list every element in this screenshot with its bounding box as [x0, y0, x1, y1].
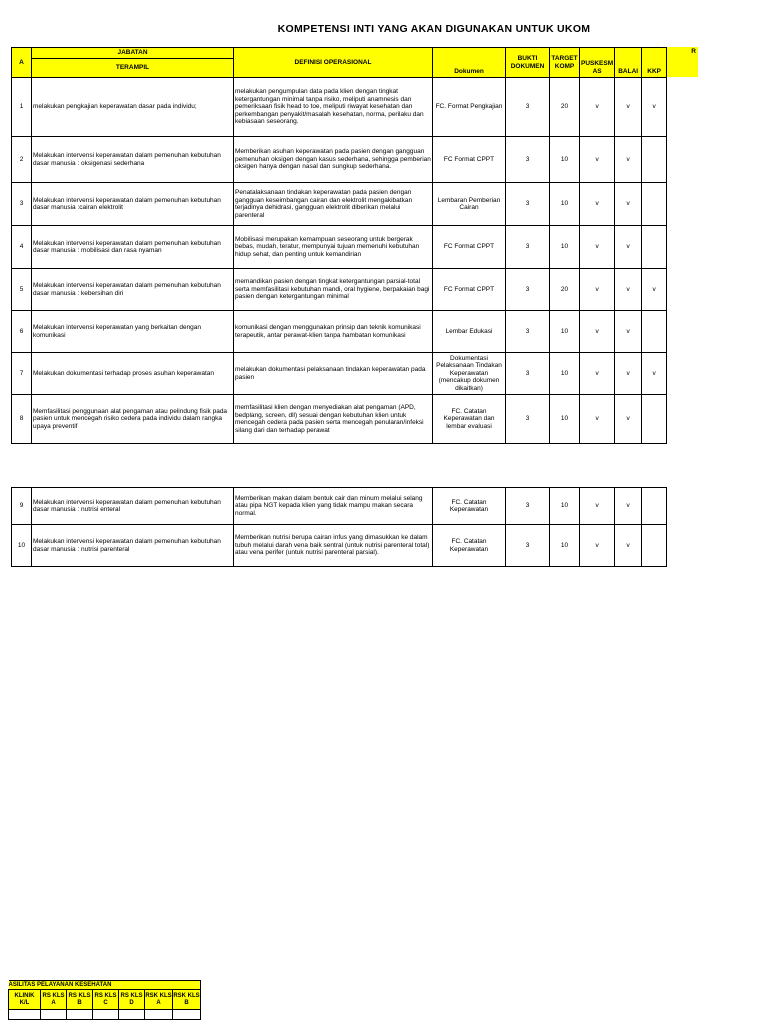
kompetensi-cell: Melakukan intervensi keperawatan dalam pemenuhan kebutuhan dasar manusia : oksigenasi sederhana — [32, 137, 234, 183]
page-title: KOMPETENSI INTI YANG AKAN DIGUNAKAN UNTUK UKOM — [277, 23, 591, 35]
row-number: 3 — [12, 183, 32, 226]
puskesmas-cell: v — [580, 78, 615, 137]
target-cell: 20 — [550, 269, 580, 311]
dokumen-cell: FC. Catatan Keperawatan — [433, 525, 506, 567]
definisi-cell: komunikasi dengan menggunakan prinsip dan teknik komunikasi terapeutik, antar perawat-klien tanpa hambatan komunikasi — [234, 311, 433, 353]
bukti-cell: 3 — [506, 488, 550, 525]
table-row — [12, 525, 667, 567]
facility-cell — [173, 1010, 201, 1020]
row-number: 5 — [12, 269, 32, 311]
balai-cell: v — [615, 353, 642, 395]
target-cell: 10 — [550, 183, 580, 226]
table-row — [12, 488, 667, 525]
facility-cell — [93, 1010, 119, 1020]
competency-table — [11, 47, 667, 567]
definisi-cell: Memberikan asuhan keperawatan pada pasien dengan gangguan pemenuhan oksigen dengan kasus sederhana, sehingga pemberian oksigen hanya dengan nasal dan sungkup sederhana. — [234, 137, 433, 183]
target-cell: 10 — [550, 226, 580, 269]
puskesmas-header: PUSKESM AS — [580, 48, 615, 78]
puskesmas-cell: v — [580, 488, 615, 525]
puskesmas-cell: v — [580, 137, 615, 183]
kkp-cell: v — [642, 269, 667, 311]
target-cell: 10 — [550, 395, 580, 444]
dokumen-cell: FC Format CPPT — [433, 137, 506, 183]
kompetensi-cell: Melakukan intervensi keperawatan yang berkaitan dengan komunikasi — [32, 311, 234, 353]
terampil-header: TERAMPIL — [32, 59, 234, 78]
kkp-cell — [642, 311, 667, 353]
target-cell: 20 — [550, 78, 580, 137]
facility-cell — [145, 1010, 173, 1020]
dokumen-cell: Lembar Edukasi — [433, 311, 506, 353]
balai-cell: v — [615, 395, 642, 444]
kkp-cell: v — [642, 353, 667, 395]
kompetensi-cell: Melakukan dokumentasi terhadap proses asuhan keperawatan — [32, 353, 234, 395]
bukti-cell: 3 — [506, 78, 550, 137]
kompetensi-cell: melakukan pengkajian keperawatan dasar pada individu; — [32, 78, 234, 137]
bukti-cell: 3 — [506, 525, 550, 567]
puskesmas-cell: v — [580, 226, 615, 269]
balai-cell: v — [615, 226, 642, 269]
facility-cell — [119, 1010, 145, 1020]
kkp-cell — [642, 395, 667, 444]
balai-cell: v — [615, 183, 642, 226]
target-cell: 10 — [550, 488, 580, 525]
row-number: 9 — [12, 488, 32, 525]
row-number: 10 — [12, 525, 32, 567]
facility-col-header: KLINIK K/L — [9, 990, 41, 1010]
bukti-cell: 3 — [506, 311, 550, 353]
jabatan-header: JABATAN — [32, 48, 234, 59]
kkp-cell — [642, 226, 667, 269]
table-row — [12, 137, 667, 183]
bukti-header: BUKTI DOKUMEN — [506, 48, 550, 78]
kompetensi-cell: Melakukan intervensi keperawatan dalam pemenuhan kebutuhan dasar manusia :cairan elektrolit — [32, 183, 234, 226]
puskesmas-cell: v — [580, 269, 615, 311]
kompetensi-cell: Melakukan intervensi keperawatan dalam pemenuhan kebutuhan dasar manusia : nutrisi enteral — [32, 488, 234, 525]
table-row — [12, 78, 667, 137]
balai-cell: v — [615, 137, 642, 183]
row-number: 4 — [12, 226, 32, 269]
kkp-header: KKP — [642, 48, 667, 78]
dokumen-cell: Dokumentasi Pelaksanaan Tindakan Keperawatan (mencakup dokumen dikaitkan) — [433, 353, 506, 395]
dokumen-cell: Lembaran Pemberian Cairan — [433, 183, 506, 226]
balai-header: BALAI — [615, 48, 642, 78]
definisi-header: DEFINISI OPERASIONAL — [234, 48, 433, 78]
balai-cell: v — [615, 311, 642, 353]
table-row — [12, 311, 667, 353]
kkp-cell: v — [642, 78, 667, 137]
facility-cell — [9, 1010, 41, 1020]
target-cell: 10 — [550, 353, 580, 395]
puskesmas-cell: v — [580, 395, 615, 444]
row-number: 8 — [12, 395, 32, 444]
definisi-cell: Penatalaksanaan tindakan keperawatan pada pasien dengan gangguan keseimbangan cairan dan elektrolit mengakibatkan terjadinya dehidrasi, gangguan elektrolit diberikan melalui parenteral — [234, 183, 433, 226]
facility-col-header: RSK KLS A — [145, 990, 173, 1010]
table-row — [12, 226, 667, 269]
definisi-cell: Mobilisasi merupakan kemampuan seseorang untuk bergerak bebas, mudah, teratur, mempunyai tujuan memenuhi kebutuhan hidup sehat, dan penting untuk kemandirian — [234, 226, 433, 269]
facility-col-header: RS KLS D — [119, 990, 145, 1010]
bukti-cell: 3 — [506, 269, 550, 311]
bukti-cell: 3 — [506, 395, 550, 444]
facility-cell — [41, 1010, 67, 1020]
kkp-cell — [642, 183, 667, 226]
target-cell: 10 — [550, 525, 580, 567]
dokumen-cell: FC. Format Pengkajian — [433, 78, 506, 137]
facility-table — [8, 980, 201, 1020]
kompetensi-cell: Melakukan intervensi keperawatan dalam pemenuhan kebutuhan dasar manusia : kebersihan diri — [32, 269, 234, 311]
definisi-cell: Memberikan makan dalam bentuk cair dan minum melalui selang atau pipa NGT kepada klien yang tidak mampu makan secara normal. — [234, 488, 433, 525]
bukti-cell: 3 — [506, 183, 550, 226]
target-header: TARGET KOMP — [550, 48, 580, 78]
facility-col-header: RSK KLS B — [173, 990, 201, 1010]
row-number: 7 — [12, 353, 32, 395]
row-number: 2 — [12, 137, 32, 183]
table-row — [12, 353, 667, 395]
table-row — [12, 183, 667, 226]
header-fragment: R — [663, 47, 698, 77]
kkp-cell — [642, 137, 667, 183]
balai-cell: v — [615, 78, 642, 137]
definisi-cell: memfasilitasi klien dengan menyediakan alat pengaman (APD, bedplang, screen, dll) sesuai dengan kebutuhan klien untuk mencegah cedera pada pasien serta mencegah penularan/infeksi silang dari dan terhadap perawat — [234, 395, 433, 444]
dokumen-header: Dokumen — [433, 48, 506, 78]
kompetensi-cell: Melakukan intervensi keperawatan dalam pemenuhan kebutuhan dasar manusia : mobilisasi dan rasa nyaman — [32, 226, 234, 269]
puskesmas-cell: v — [580, 183, 615, 226]
kkp-cell — [642, 525, 667, 567]
facility-title: ASILITAS PELAYANAN KESEHATAN — [9, 981, 201, 990]
balai-cell: v — [615, 488, 642, 525]
puskesmas-cell: v — [580, 525, 615, 567]
dokumen-cell: FC Format CPPT — [433, 269, 506, 311]
bukti-cell: 3 — [506, 353, 550, 395]
facility-cell — [67, 1010, 93, 1020]
row-number: 6 — [12, 311, 32, 353]
table-row — [12, 395, 667, 444]
definisi-cell: melakukan pengumpulan data pada klien dengan tingkat ketergantungan minimal tanpa risiko, meliputi anamnesis dan pemeriksaan fisik head to toe, meliputi riwayat kesehatan dan perkembangan penyakit/masalah kesehatan, norma, perilaku dan kebiasaan seseorang. — [234, 78, 433, 137]
balai-cell: v — [615, 269, 642, 311]
target-cell: 10 — [550, 311, 580, 353]
kompetensi-cell: Memfasilitasi penggunaan alat pengaman atau pelindung fisik pada pasien untuk mencegah risiko cedera pada individu dalam rangka upaya preventif — [32, 395, 234, 444]
puskesmas-cell: v — [580, 311, 615, 353]
row-number: 1 — [12, 78, 32, 137]
bukti-cell: 3 — [506, 226, 550, 269]
facility-col-header: RS KLS B — [67, 990, 93, 1010]
target-cell: 10 — [550, 137, 580, 183]
definisi-cell: memandikan pasien dengan tingkat ketergantungan parsial-total serta memfasilitasi kebutuhan mandi, oral hygiene, berpakaian bagi pasien dengan ketergantungan minimal — [234, 269, 433, 311]
dokumen-cell: FC Format CPPT — [433, 226, 506, 269]
dokumen-cell: FC. Catatan Keperawatan — [433, 488, 506, 525]
dokumen-cell: FC. Catatan Keperawatan dan lembar evaluasi — [433, 395, 506, 444]
facility-col-header: RS KLS C — [93, 990, 119, 1010]
balai-cell: v — [615, 525, 642, 567]
table-gap — [12, 444, 667, 488]
puskesmas-cell: v — [580, 353, 615, 395]
table-row — [12, 269, 667, 311]
facility-col-header: RS KLS A — [41, 990, 67, 1010]
section-label: A — [12, 48, 32, 78]
kkp-cell — [642, 488, 667, 525]
kompetensi-cell: Melakukan intervensi keperawatan dalam pemenuhan kebutuhan dasar manusia : nutrisi parenteral — [32, 525, 234, 567]
definisi-cell: melakukan dokumentasi pelaksanaan tindakan keperawatan pada pasien — [234, 353, 433, 395]
definisi-cell: Memberikan nutrisi berupa cairan infus yang dimasukkan ke dalam tubuh melalui darah vena baik sentral (untuk nutrisi parenteral total) atau vena perifer (untuk nutrisi parenteral parsial). — [234, 525, 433, 567]
bukti-cell: 3 — [506, 137, 550, 183]
